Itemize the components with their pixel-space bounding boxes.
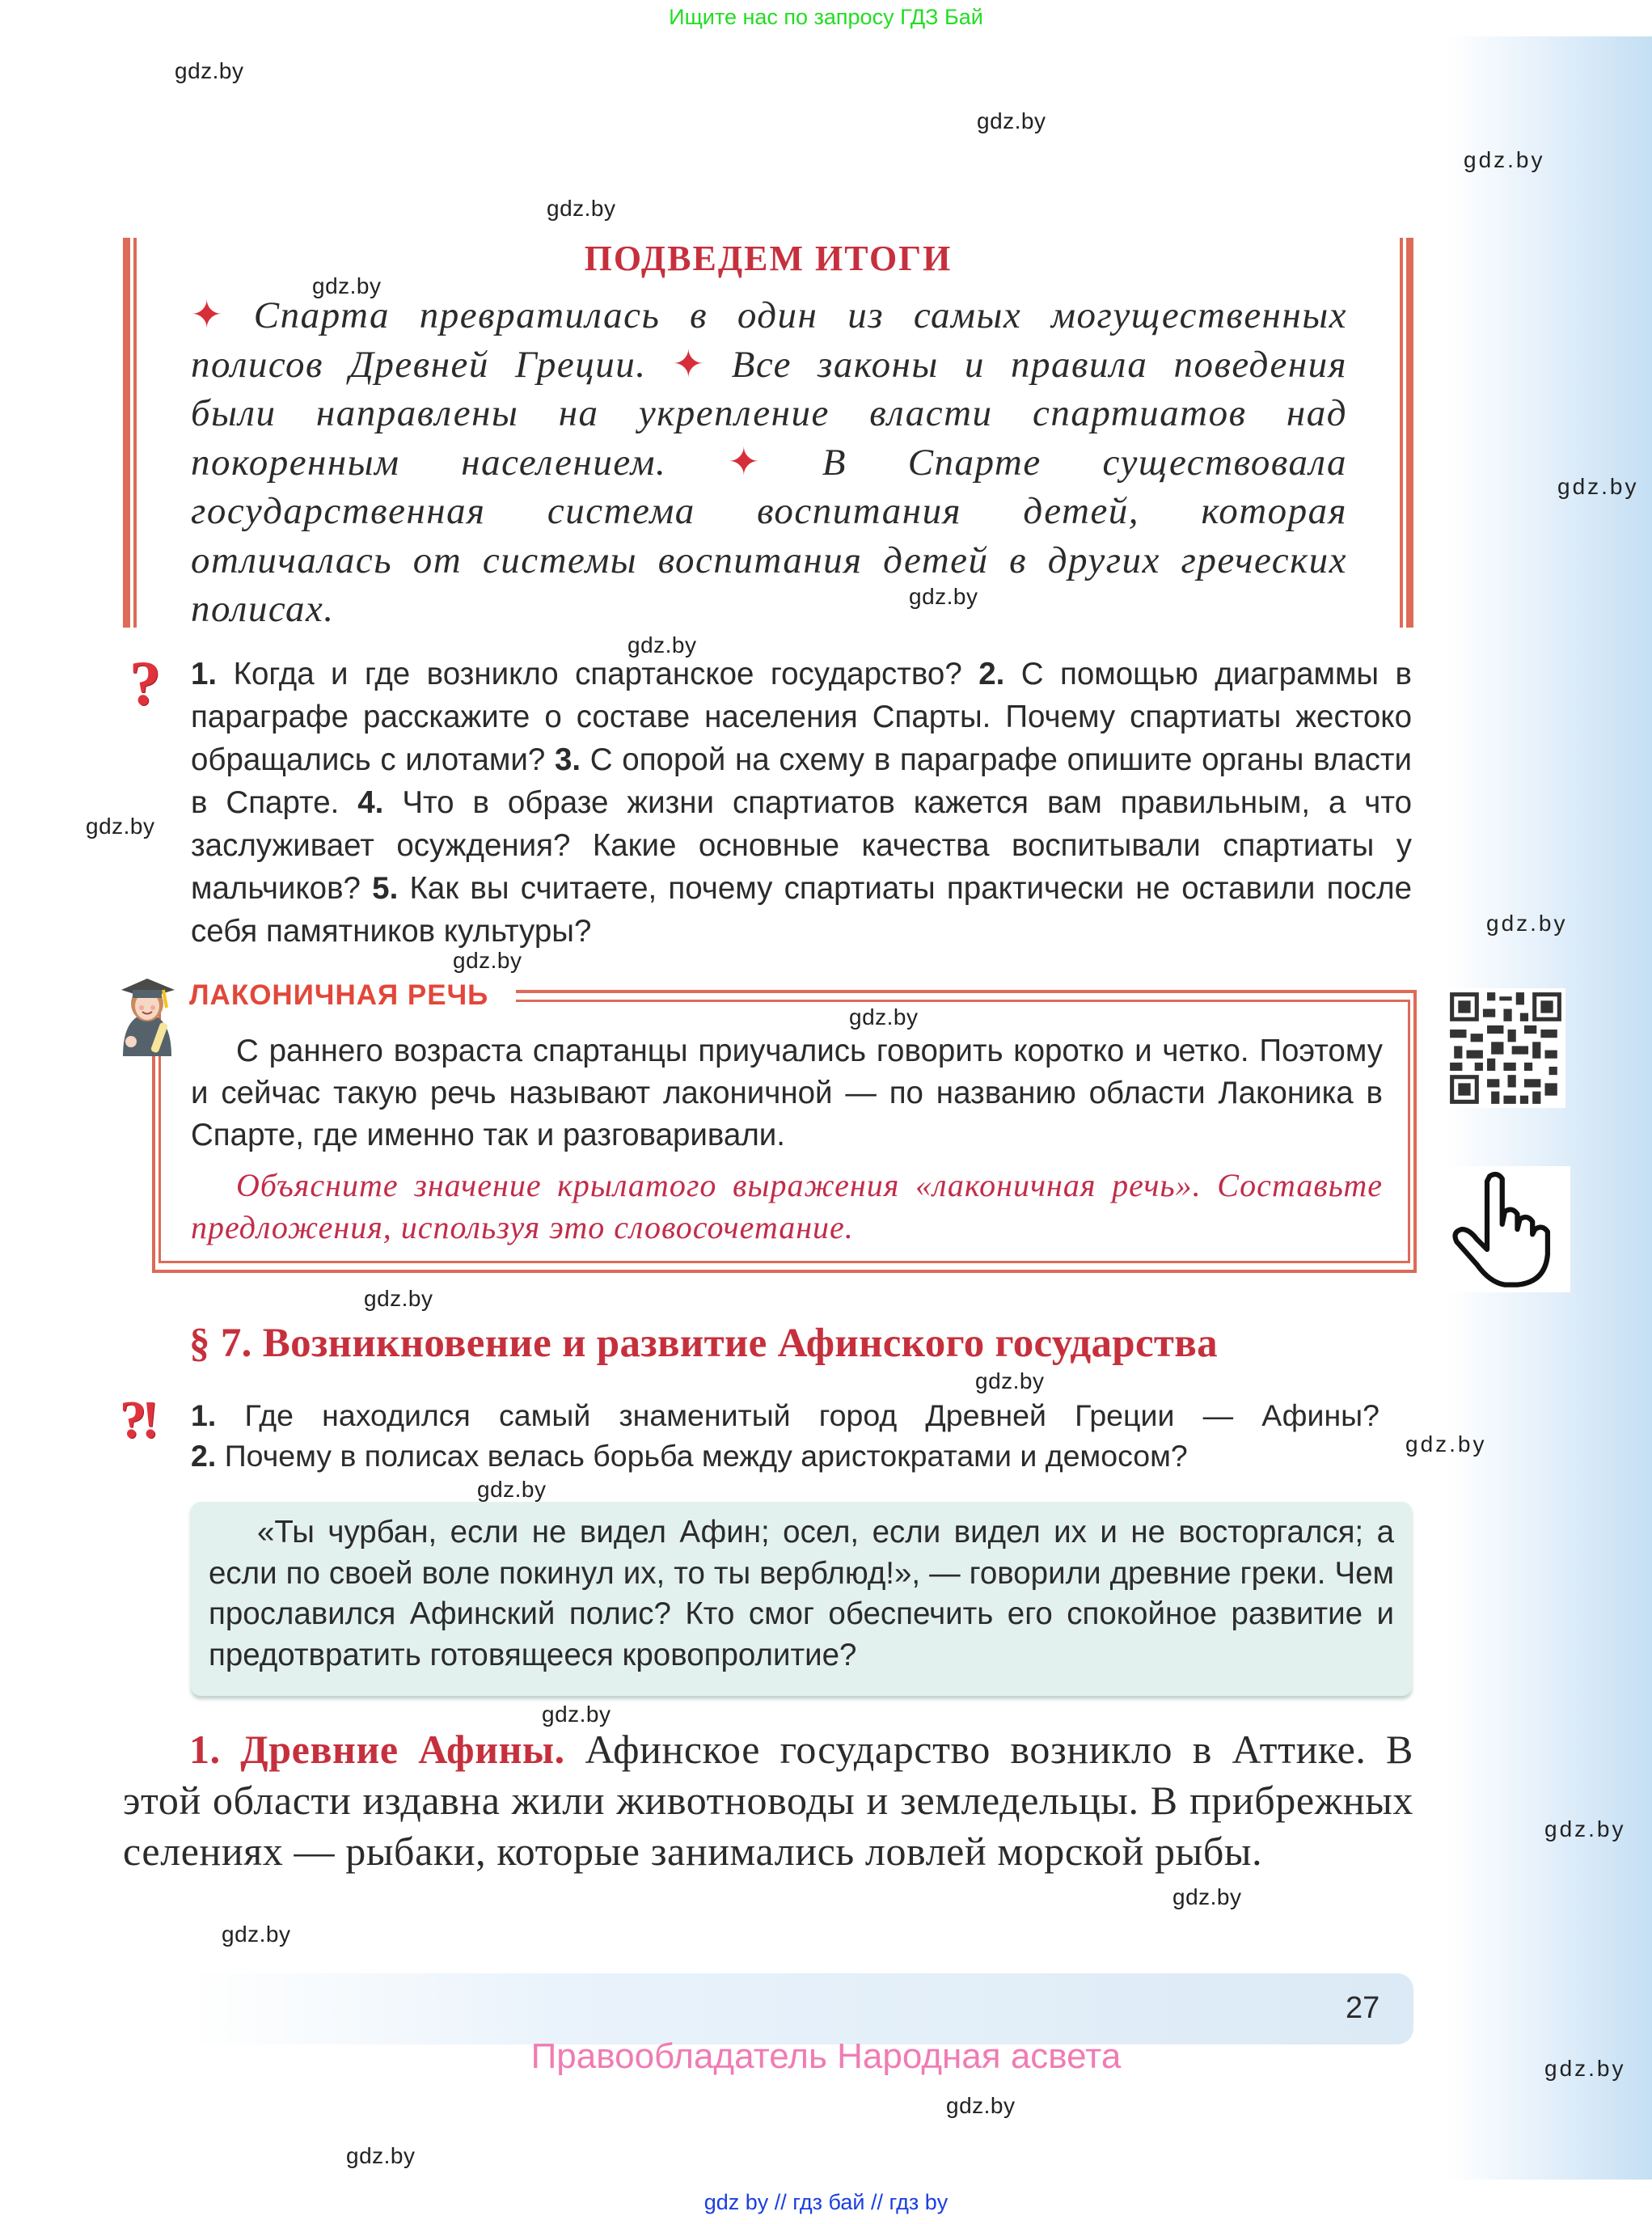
question-text: Когда и где возникло спартанское государство? [233,657,962,691]
footer-bar [186,1973,1413,2044]
question-exclamation-icon: ?! [120,1390,154,1449]
laconic-speech-title: ЛАКОНИЧНАЯ РЕЧЬ [189,979,489,1011]
pre-reading-questions [191,1395,1379,1476]
watermark: gdz.by [977,108,1046,133]
watermark: gdz.by [86,814,155,839]
watermark: gdz.by [222,1922,291,1947]
summary-box [123,238,1413,628]
watermark: gdz.by [1172,1884,1242,1909]
question-number: 1. [191,657,218,691]
pre-question [191,1435,1379,1476]
watermark: gdz.by [1464,147,1545,172]
paragraph-text: Афинское государство возникло в Аттике. В этой области издавна жили животноводы и земледельцы. В прибрежных селениях — рыбаки, которые занимались ловлей морской рыбы. [123,1727,1413,1874]
laconic-speech-text: С раннего возраста спартанцы приучались говорить коротко и четко. Поэтому и сейчас такую речь называют лаконичной — по названию области Лаконика в Спарте, где именно так и разговаривали. [191,1034,1383,1152]
laconic-speech-task: Объясните значение крылатого выражения «лаконичная речь». Составьте предложения, используя это словосочетание. [191,1167,1383,1245]
question-number: 1. [191,1398,217,1432]
watermark: gdz.by [547,196,616,221]
body-paragraph [123,1724,1413,1877]
subsection-heading: 1. Древние Афины. [189,1727,565,1772]
watermark: gdz.by [1557,474,1639,499]
watermark: gdz.by [1544,1816,1626,1841]
summary-text [191,291,1347,634]
watermark: gdz.by [1544,2056,1626,2081]
watermark: gdz.by [542,1702,611,1727]
watermark: gdz.by [946,2093,1016,2118]
side-gradient-band [1447,36,1652,2180]
question-text: Почему в полисах велась борьба между аристократами и демосом? [224,1439,1188,1473]
watermark: gdz.by [175,58,244,83]
watermark: gdz.by [1486,911,1568,936]
summary-item: Все законы и правила поведения были направлены на укрепление власти спартиатов над покоренным населением. [191,343,1347,484]
section-title: § 7. Возникновение и развитие Афинского государства [189,1321,1218,1366]
frame-bar-right [1397,238,1413,628]
question-mark-icon: ? [129,648,161,718]
watermark: gdz.by [975,1368,1045,1393]
watermark: gdz.by [453,948,522,973]
qr-code-icon[interactable] [1446,988,1565,1108]
question-text: С помощью диаграммы в параграфе расскажите о составе населения Спарты. Почему спартиаты жестоко обращались с илотами? [191,657,1413,777]
review-questions [191,653,1412,953]
summary-title: ПОДВЕДЕМ ИТОГИ [584,239,953,278]
question-text: Где находился самый знаменитый город Древней Греции — Афины? [244,1398,1379,1432]
watermark: gdz.by [477,1477,547,1502]
summary-item: Спарта превратилась в один из самых могущественных полисов Древней Греции. [191,294,1348,386]
watermark: gdz.by [364,1286,433,1311]
four-point-star-icon: ✦ [672,343,706,386]
pre-question [191,1395,1379,1435]
frame-bar-left [123,238,139,628]
watermark: gdz.by [346,2143,416,2168]
graduate-girl-icon [107,967,188,1064]
question-number: 3. [554,742,581,777]
top-banner[interactable]: Ищите нас по запросу ГДЗ Бай [669,5,983,29]
watermark: gdz.by [849,1004,919,1030]
page-number: 27 [1346,1991,1380,2025]
pointing-hand-icon[interactable] [1444,1166,1570,1292]
watermark: gdz.by [627,632,697,657]
four-point-star-icon: ✦ [728,441,761,484]
question-number: 2. [191,1439,217,1473]
watermark: gdz.by [909,584,978,609]
question-number: 5. [372,871,399,906]
question-number: 2. [978,657,1005,691]
question-text: С опорой на схему в параграфе опишите органы власти в Спарте. [191,742,1412,820]
bottom-links[interactable]: gdz by // гдз бай // гдз by [703,2190,949,2214]
four-point-star-icon: ✦ [191,294,224,336]
question-number: 4. [357,785,384,820]
question-text: Как вы считаете, почему спартиаты практически не оставили после себя памятников культуры? [191,871,1412,949]
question-text: Что в образе жизни спартиатов кажется вам правильным, а что заслуживает осуждения? Какие основные качества воспитывали спартиаты у мальчиков? [191,785,1412,906]
watermark: gdz.by [1405,1431,1487,1457]
summary-item: В Спарте существовала государственная система воспитания детей, которая отличалась от системы воспитания детей в других греческих полисах. [191,441,1348,630]
watermark: gdz.by [312,273,382,298]
quote-text: «Ты чурбан, если не видел Афин; осел, если видел их и не восторгался; а если по своей воле покинул их, то ты верблюд!», — говорили древние греки. Чем прославился Афинский полис? Кто смог обеспечить его спокойное развитие и предотвратить готовящееся кровопролитие? [209,1515,1394,1672]
rights-holder: Правообладатель Народная асвета [530,2036,1122,2076]
